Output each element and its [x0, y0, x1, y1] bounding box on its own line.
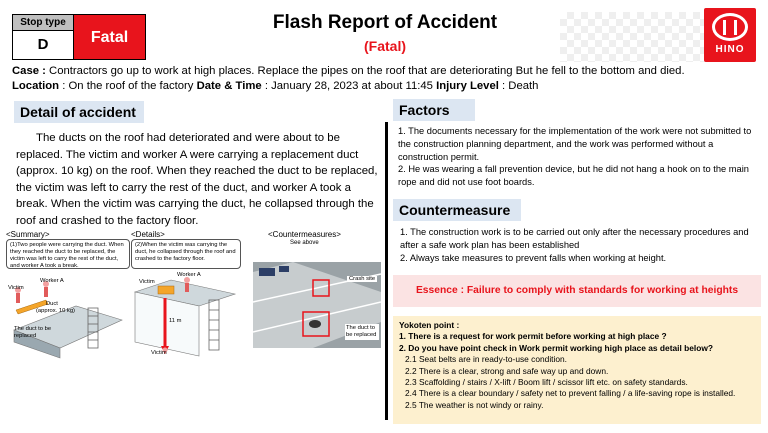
stop-type-value: D	[37, 36, 49, 53]
yokoten-subitem: 2.5 The weather is not windy or rainy.	[405, 399, 544, 410]
details-height-label: 11 m	[169, 318, 182, 324]
countermeasure-item: 2. Always take measures to prevent falls when working at height.	[400, 252, 667, 263]
injury-label: Injury Level	[436, 80, 499, 92]
counter-duct-replaced-label: The duct to be replaced	[345, 324, 379, 340]
details-worker-a-label: Worker A	[177, 272, 201, 278]
datetime-text: : January 28, 2023 at about 11:45	[261, 80, 437, 92]
yokoten-subitem: 2.1 Seat belts are in ready-to-use condition.	[405, 354, 568, 365]
case-label: Case :	[12, 65, 46, 77]
yokoten-subitem: 2.3 Scaffolding / stairs / X-lift / Boom lift / scissor lift etc. on safety standards.	[405, 377, 688, 388]
factors-heading: Factors	[393, 99, 475, 121]
yokoten-box	[393, 316, 761, 424]
yokoten-heading: Yokoten point :	[399, 320, 460, 330]
summary-illustration	[6, 270, 130, 360]
location-text: : On the roof of the factory	[59, 80, 197, 92]
details-figure	[131, 270, 243, 360]
yokoten-subitem: 2.2 There is a clear, strong and safe way up and down.	[405, 365, 609, 376]
stop-type-label: Stop type	[13, 15, 73, 31]
counter-photo-sub: See above	[290, 240, 319, 246]
countermeasure-heading: Countermeasure	[393, 199, 521, 221]
crash-site-label: Crash site	[349, 276, 376, 282]
hino-logo	[704, 8, 756, 62]
detail-text: The ducts on the roof had deteriorated and were about to be replaced. The victim and worker A were carrying a replacement duct (approx. 10 kg) on the roof. When they reached the duct to be replaced, the victim was left to carry the rest of the duct, and worker A took a break. When the victim was carrying the duct, he collapsed through the roof and crashed to the factory floor.	[16, 132, 378, 227]
logo-text: HINO	[715, 44, 745, 55]
summary-heading: <Summary>	[6, 230, 50, 239]
yokoten-subitem: 2.4 There is a clear boundary / safety net to prevent falling / a life-saving rope is installed.	[405, 388, 736, 399]
countermeasure-item: 1. The construction work is to be carried out only after the necessary procedures and after a safe work plan has been established	[400, 227, 749, 250]
detail-heading: Detail of accident	[14, 101, 144, 123]
summary-duct-replaced-label: The duct to be replaced	[14, 326, 52, 339]
datetime-label: Date & Time	[196, 80, 262, 92]
injury-text: : Death	[498, 80, 539, 92]
details-victim-label: Victim	[139, 279, 155, 285]
summary-duct-weight-label: (approx. 10 kg)	[36, 308, 75, 314]
summary-bubble: (1)Two people were carrying the duct. When they reached the duct to be replaced, the victim was left to carry the rest of the duct, and worker A took a break.	[6, 239, 130, 269]
factors-list	[398, 125, 758, 189]
essence-banner: Essence : Failure to comply with standards for working at heights	[393, 275, 761, 307]
location-line	[12, 80, 538, 92]
page-title: Flash Report of Accident	[272, 12, 498, 33]
severity-badge: Fatal	[74, 14, 146, 60]
case-text: Contractors go up to work at high places. Replace the pipes on the roof that are deteriorating But he fell to the bottom and died.	[45, 65, 685, 77]
yokoten-question-1: 1. There is a request for work permit before working at high place ?	[399, 331, 667, 342]
hino-emblem-icon	[712, 13, 748, 41]
yokoten-question-2: 2. Do you have point check in Work permit working high place as detail below?	[399, 342, 713, 353]
details-heading: <Details>	[131, 230, 165, 239]
summary-duct-label: Duct	[46, 301, 58, 307]
column-divider	[385, 122, 388, 420]
counter-photo-heading: <Countermeasures>	[268, 230, 341, 239]
factor-item: 2. He was wearing a fall prevention device, but he did not hang a hook on to the main rope and did not use foot boards.	[398, 164, 749, 188]
decorative-pattern	[560, 12, 710, 62]
stop-type-box	[12, 14, 74, 60]
factor-item: 1. The documents necessary for the implementation of the work were not submitted to the construction planning department, and the work was performed without a construction permit.	[398, 126, 752, 162]
aerial-photo	[253, 262, 381, 348]
page-subtitle: (Fatal)	[364, 38, 406, 54]
summary-figure	[6, 270, 130, 360]
location-label: Location	[12, 80, 60, 92]
details-victim-bottom-label: Victim	[151, 350, 167, 356]
summary-victim-label: Victim	[8, 285, 24, 291]
countermeasure-list	[400, 226, 760, 264]
case-line	[12, 65, 685, 77]
details-bubble: (2)When the victim was carrying the duct, he collapsed through the roof and crashed to the factory floor.	[131, 239, 241, 269]
summary-worker-a-label: Worker A	[40, 278, 64, 284]
